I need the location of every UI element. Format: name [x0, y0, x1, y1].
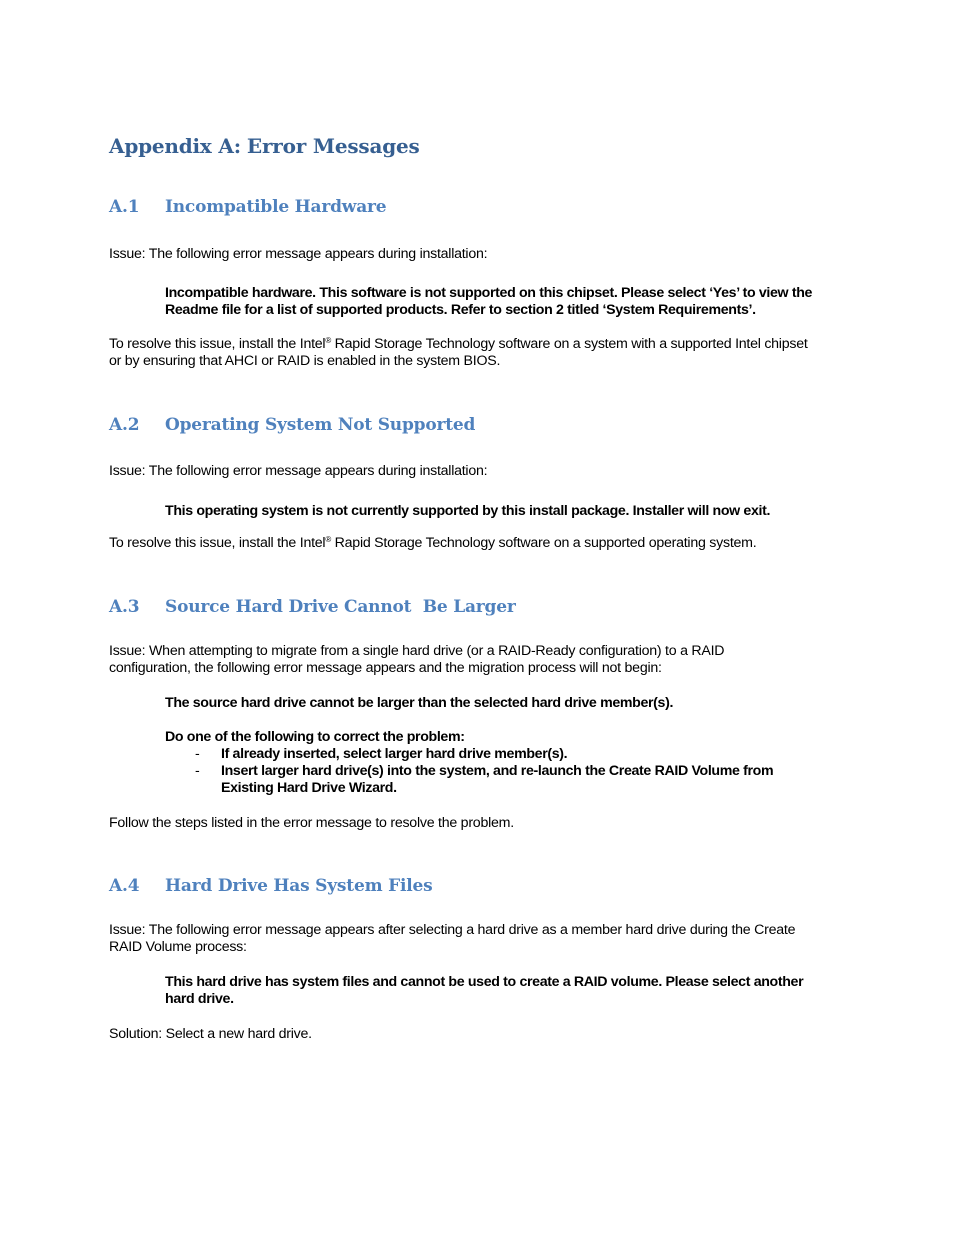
section-heading-a3: [109, 597, 516, 617]
resolution-text: To resolve this issue, install the Intel® Rapid Storage Technology software on a supported operating system.: [109, 535, 757, 551]
section-number: A.4: [109, 876, 140, 896]
section-heading-a4: [109, 876, 432, 896]
list-item: - Insert larger hard drive(s) into the system, and re-launch the Create RAID Volume from Existing Hard Drive Wizard.: [195, 763, 774, 796]
resolution-text: Follow the steps listed in the error message to resolve the problem.: [109, 815, 514, 831]
section-title: Hard Drive Has System Files: [165, 876, 433, 896]
error-message-intro: Do one of the following to correct the problem:: [165, 729, 465, 745]
section-heading-a2: [109, 415, 475, 435]
section-number: A.1: [109, 197, 140, 217]
section-title: Source Hard Drive Cannot Be Larger: [165, 597, 516, 617]
section-title: Incompatible Hardware: [165, 197, 387, 217]
resolution-text: Solution: Select a new hard drive.: [109, 1026, 312, 1042]
appendix-label: Appendix A:: [109, 134, 241, 158]
issue-text: Issue: The following error message appears during installation:: [109, 246, 488, 262]
section-number: A.3: [109, 597, 140, 617]
error-message: This operating system is not currently supported by this install package. Installer will now exit.: [165, 503, 771, 519]
error-message: This hard drive has system files and cannot be used to create a RAID volume. Please select another hard drive.: [165, 974, 804, 1007]
issue-text: Issue: When attempting to migrate from a single hard drive (or a RAID-Ready configuration) to a RAID configuration, the following error message appears and the migration process will not begin:: [109, 643, 725, 676]
resolution-text: To resolve this issue, install the Intel® Rapid Storage Technology software on a system with a supported Intel chipset or by ensuring that AHCI or RAID is enabled in the system BIOS.: [109, 336, 808, 369]
list-item: - If already inserted, select larger hard drive member(s).: [195, 746, 568, 762]
error-message: Incompatible hardware. This software is not supported on this chipset. Please select ‘Yes’ to view the Readme file for a list of supported products. Refer to section 2 titled ‘System Requirements’.: [165, 285, 813, 318]
error-message-steps: [165, 746, 825, 797]
section-number: A.2: [109, 415, 140, 435]
list-marker: -: [195, 763, 200, 779]
section-heading-a1: [109, 197, 386, 217]
error-message: The source hard drive cannot be larger than the selected hard drive member(s).: [165, 695, 674, 711]
section-title: Operating System Not Supported: [165, 415, 476, 435]
appendix-title-text: Error Messages: [246, 134, 420, 158]
list-marker: -: [195, 746, 200, 762]
issue-text: Issue: The following error message appears during installation:: [109, 463, 488, 479]
appendix-title: [109, 134, 420, 158]
issue-text: Issue: The following error message appears after selecting a hard drive as a member hard drive during the Create RAID Volume process:: [109, 922, 796, 955]
